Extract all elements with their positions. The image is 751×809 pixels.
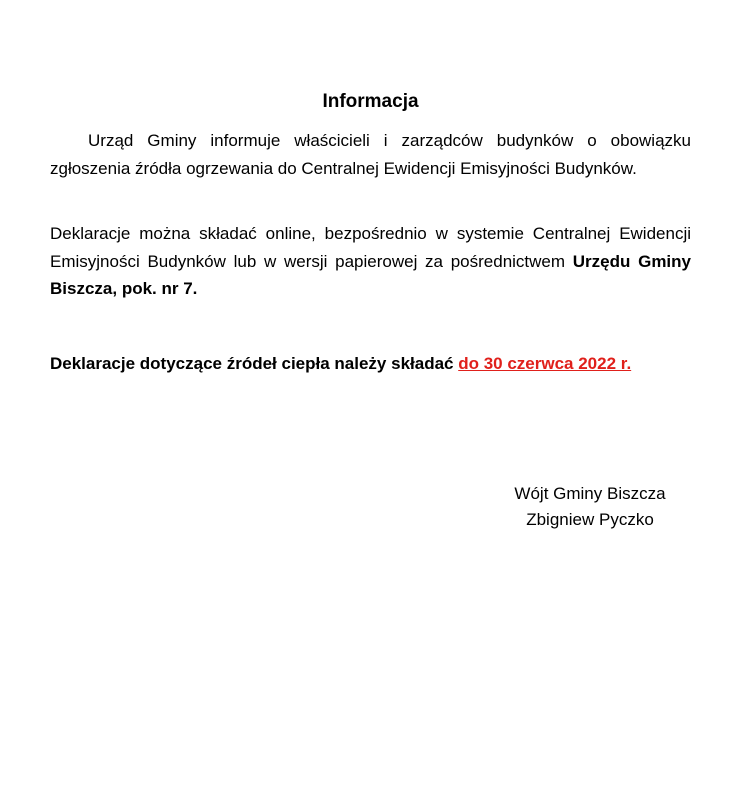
submission-paragraph [50,220,691,303]
submission-paragraph-text: Deklaracje można składać online, bezpośrednio w systemie Centralnej Ewidencji Emisyjności Budynków lub w wersji papierowej za pośrednictwem [50,224,691,271]
document-title: Informacja [322,91,419,112]
room-number: , pok. nr 7. [112,279,198,298]
info-paragraph [50,127,691,182]
deadline-paragraph-text: Deklaracje dotyczące źródeł ciepła należy składać [50,354,459,373]
signature-position: Wójt Gminy Biszcza [514,484,666,503]
office-name: Urzędu Gminy Biszcza [50,251,691,298]
signature-block [480,481,700,533]
signature-name: Zbigniew Pyczko [526,510,654,529]
info-paragraph-text: Urząd Gminy informuje właścicieli i zarządców budynków o obowiązku zgłoszenia źródła ogrzewania do Centralnej Ewidencji Emisyjności Budynków. [50,131,691,178]
deadline-paragraph [50,350,730,377]
deadline-date: do 30 czerwca 2022 r. [458,354,632,373]
